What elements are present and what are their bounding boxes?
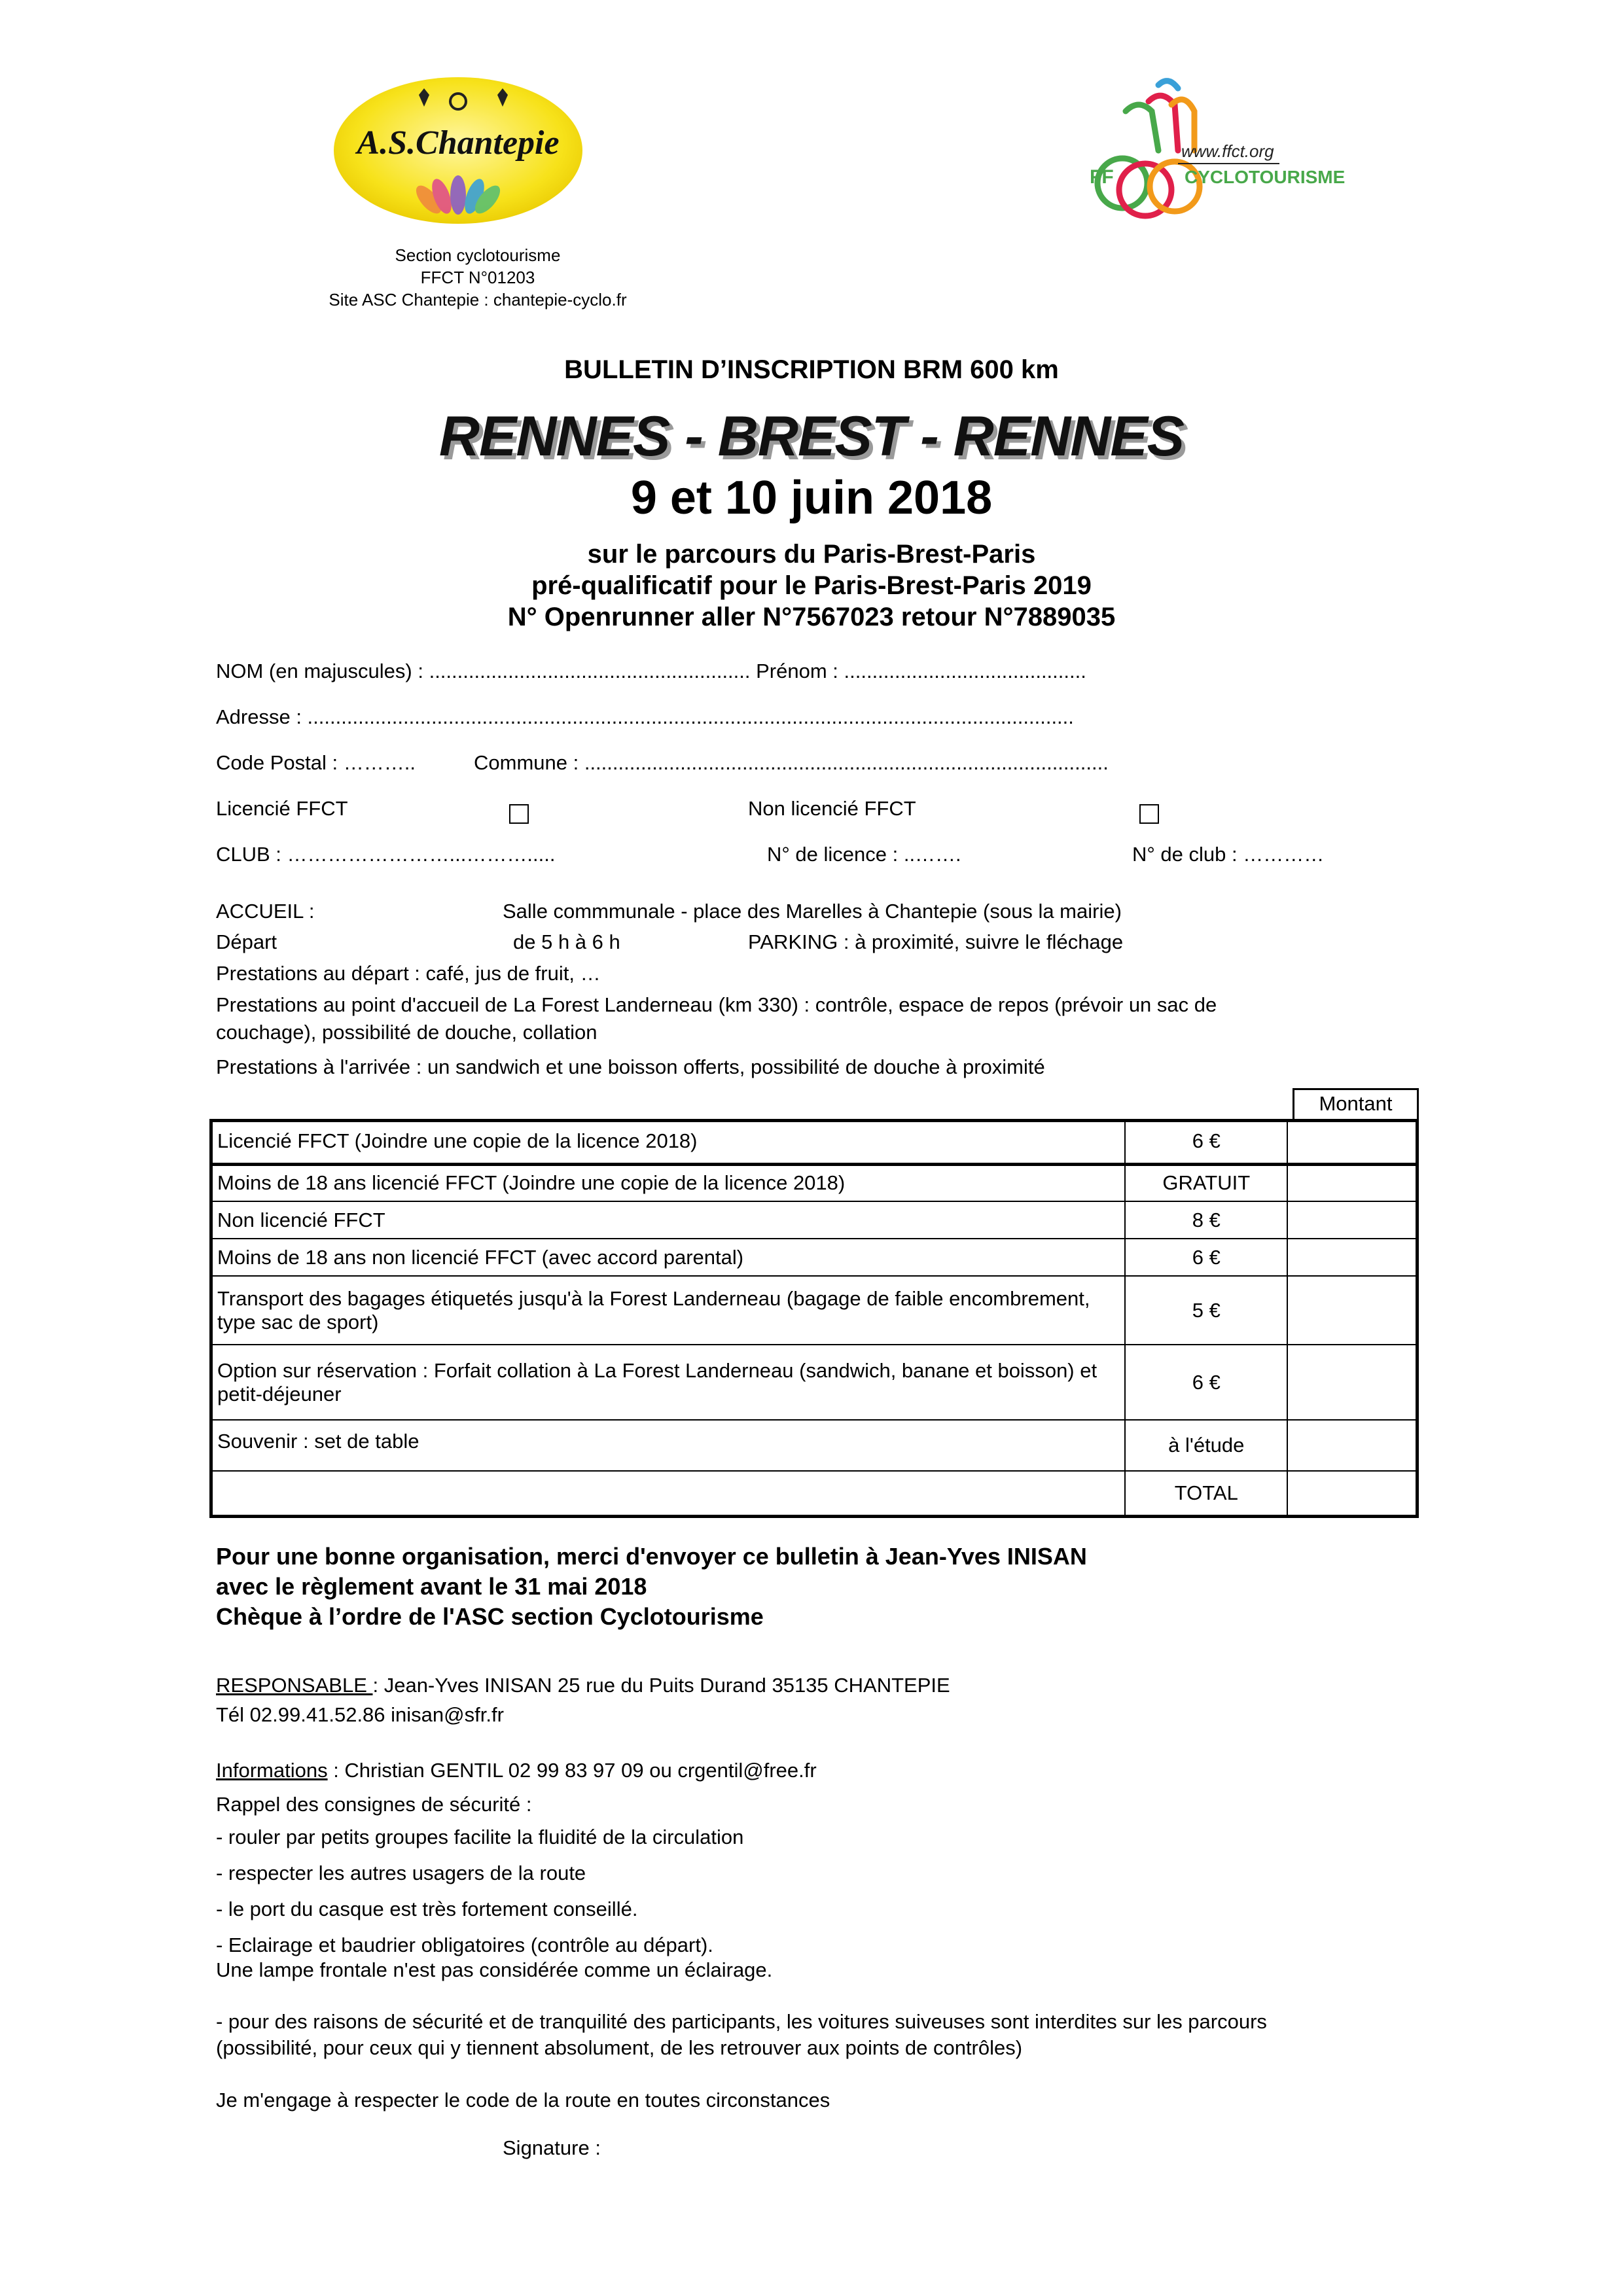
route-title: RENNES - BREST - RENNES [438, 405, 1185, 468]
montant-header: Montant [1293, 1088, 1419, 1119]
fee-label: Transport des bagages étiquetés jusqu'à la Forest Landerneau (bagage de faible encombrement, type sac de sport) [210, 1276, 1125, 1345]
accueil-value: Salle commmunale - place des Marelles à Chantepie (sous la mairie) [503, 900, 1122, 923]
fee-label: Non licencié FFCT [210, 1201, 1125, 1239]
informations-value: : Christian GENTIL 02 99 83 97 09 ou crgentil@free.fr [327, 1759, 817, 1782]
fee-label: Moins de 18 ans licencié FFCT (Joindre une copie de la licence 2018) [210, 1164, 1125, 1201]
fee-price: 8 € [1125, 1201, 1287, 1239]
licencie-checkbox[interactable] [509, 804, 529, 824]
telephone-email: Tél 02.99.41.52.86 inisan@sfr.fr [216, 1703, 504, 1726]
total-label: TOTAL [1125, 1471, 1287, 1515]
table-row [210, 1471, 1418, 1515]
safety-rule: - Eclairage et baudrier obligatoires (contrôle au départ). [216, 1934, 713, 1956]
fee-label: Licencié FFCT (Joindre une copie de la licence 2018) [210, 1120, 1125, 1164]
table-row [210, 1276, 1418, 1345]
send-line-2: avec le règlement avant le 31 mai 2018 [216, 1573, 647, 1600]
svg-text:A.S.Chantepie: A.S.Chantepie [357, 124, 560, 162]
prestations-accueil-line1: Prestations au point d'accueil de La Forest Landerneau (km 330) : contrôle, espace de repos (prévoir un sac de [216, 993, 1217, 1016]
prestations-depart: Prestations au départ : café, jus de fruit, … [216, 962, 601, 985]
section-label: Section cyclotourisme [395, 245, 561, 265]
fee-price: à l'étude [1125, 1420, 1287, 1471]
responsable-label: RESPONSABLE [216, 1674, 373, 1697]
event-dates: 9 et 10 juin 2018 [630, 472, 993, 524]
montant-cell[interactable] [1287, 1345, 1418, 1420]
montant-cell[interactable] [1287, 1276, 1418, 1345]
parking-info: PARKING : à proximité, suivre le fléchage [748, 930, 1124, 953]
table-row [210, 1239, 1418, 1276]
safety-intro: Rappel des consignes de sécurité : [216, 1793, 532, 1816]
code-postal-field[interactable]: Code Postal : ……….. [216, 751, 416, 774]
table-row [210, 1201, 1418, 1239]
ffct-cyclotourisme-logo [1060, 72, 1346, 236]
signature-field[interactable]: Signature : [503, 2136, 601, 2159]
total-cell[interactable] [1287, 1471, 1418, 1515]
club-field[interactable]: CLUB : ……………………...………..... [216, 843, 556, 866]
fee-price: 6 € [1125, 1345, 1287, 1420]
accueil-label: ACCUEIL : [216, 900, 315, 923]
fee-price: 6 € [1125, 1239, 1287, 1276]
safety-rule: - rouler par petits groupes facilite la fluidité de la circulation [216, 1826, 744, 1848]
safety-rule-note: (possibilité, pour ceux qui y tiennent absolument, de les retrouver aux points de contrôles) [216, 2036, 1023, 2059]
subtitle-openrunner: N° Openrunner aller N°7567023 retour N°7889035 [507, 603, 1116, 631]
table-row [210, 1345, 1418, 1420]
informations-line [216, 1759, 817, 1782]
fees-table [209, 1119, 1419, 1516]
prestations-accueil-line2: couchage), possibilité de douche, collation [216, 1021, 597, 1044]
fee-label: Souvenir : set de table [210, 1420, 1125, 1471]
non-licencie-label: Non licencié FFCT [748, 797, 916, 820]
fee-price: 6 € [1125, 1120, 1287, 1164]
fee-price: GRATUIT [1125, 1164, 1287, 1201]
engagement: Je m'engage à respecter le code de la route en toutes circonstances [216, 2089, 830, 2111]
ffct-number: FFCT N°01203 [420, 268, 535, 287]
asc-chantepie-logo [330, 75, 586, 229]
svg-text:FF: FF [1090, 166, 1114, 188]
depart-value: de 5 h à 6 h [513, 930, 620, 953]
table-row [210, 1420, 1418, 1471]
safety-rule-note: Une lampe frontale n'est pas considérée comme un éclairage. [216, 1958, 773, 1981]
responsable-value: : Jean-Yves INISAN 25 rue du Puits Durand 35135 CHANTEPIE [372, 1674, 950, 1697]
prestations-arrivee: Prestations à l'arrivée : un sandwich et une boisson offerts, possibilité de douche à proximité [216, 1055, 1045, 1078]
fee-label: Moins de 18 ans non licencié FFCT (avec accord parental) [210, 1239, 1125, 1276]
send-line-3: Chèque à l’ordre de l'ASC section Cyclotourisme [216, 1603, 764, 1630]
adresse-field[interactable]: Adresse : ........................................................................................................................................ [216, 705, 1074, 728]
fee-label: Option sur réservation : Forfait collation à La Forest Landerneau (sandwich, banane et boisson) et petit-déjeuner [210, 1345, 1125, 1420]
montant-cell[interactable] [1287, 1420, 1418, 1471]
safety-rule: - respecter les autres usagers de la route [216, 1862, 586, 1884]
responsable-line [216, 1674, 950, 1697]
table-row [210, 1164, 1418, 1201]
club-number-field[interactable]: N° de club : ………… [1132, 843, 1325, 866]
fee-label [210, 1471, 1125, 1515]
montant-cell[interactable] [1287, 1239, 1418, 1276]
fee-price: 5 € [1125, 1276, 1287, 1345]
subtitle-qualificatif: pré-qualificatif pour le Paris-Brest-Paris 2019 [531, 571, 1092, 600]
safety-rule: - le port du casque est très fortement conseillé. [216, 1898, 638, 1920]
svg-text:CYCLOTOURISME: CYCLOTOURISME [1185, 167, 1346, 187]
table-row [210, 1120, 1418, 1164]
subtitle-parcours: sur le parcours du Paris-Brest-Paris [587, 540, 1036, 569]
montant-cell[interactable] [1287, 1164, 1418, 1201]
bulletin-title: BULLETIN D’INSCRIPTION BRM 600 km [564, 355, 1059, 384]
montant-cell[interactable] [1287, 1120, 1418, 1164]
send-line-1: Pour une bonne organisation, merci d'envoyer ce bulletin à Jean-Yves INISAN [216, 1543, 1087, 1570]
licence-number-field[interactable]: N° de licence : ..……. [767, 843, 961, 866]
depart-label: Départ [216, 930, 277, 953]
safety-rule: - pour des raisons de sécurité et de tranquilité des participants, les voitures suiveuses sont interdites sur les parcours [216, 2010, 1267, 2033]
montant-cell[interactable] [1287, 1201, 1418, 1239]
non-licencie-checkbox[interactable] [1139, 804, 1159, 824]
informations-label: Informations [216, 1759, 328, 1782]
commune-field[interactable]: Commune : ............................................................................................. [474, 751, 1109, 774]
site-label: Site ASC Chantepie : chantepie-cyclo.fr [329, 290, 627, 309]
svg-text:www.ffct.org: www.ffct.org [1181, 141, 1274, 161]
licencie-label: Licencié FFCT [216, 797, 348, 820]
nom-prenom-field[interactable]: NOM (en majuscules) : ......................................................... Prénom : ........................................... [216, 660, 1086, 682]
